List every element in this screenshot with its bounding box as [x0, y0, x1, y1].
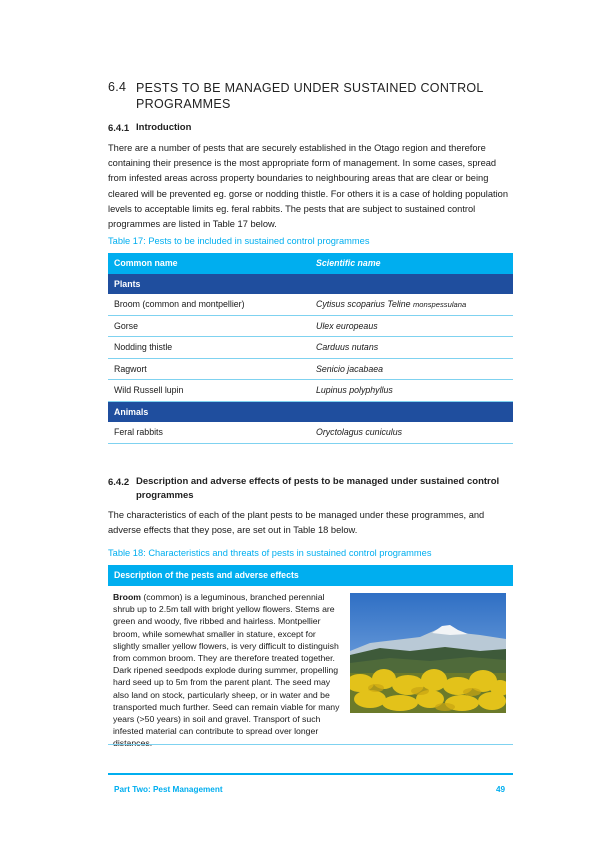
scientific-name-cell [310, 294, 513, 315]
table-row [108, 422, 513, 443]
broom-landscape-photo [350, 593, 506, 713]
intro-number: 6.4.1 [108, 123, 130, 134]
group-label: Plants [108, 274, 513, 295]
common-name-cell: Gorse [108, 315, 310, 337]
table18-bottom-rule [108, 744, 513, 745]
table-row [108, 337, 513, 359]
section-title: PESTS TO BE MANAGED UNDER SUSTAINED CONTROL PROGRAMMES [136, 81, 484, 111]
pests-table [108, 253, 513, 444]
common-name-cell: Wild Russell lupin [108, 380, 310, 402]
section-number: 6.4 [108, 80, 127, 94]
scientific-name-cell: Carduus nutans [310, 337, 513, 359]
intro-title: Introduction [136, 122, 192, 133]
table-row [108, 380, 513, 402]
table-row [108, 358, 513, 380]
footer-section-label: Part Two: Pest Management [114, 785, 223, 794]
common-name-cell: Nodding thistle [108, 337, 310, 359]
footer-rule [108, 773, 513, 775]
description-title: Description and adverse effects of pests to be managed under sustained control programmes [136, 476, 500, 501]
description-paragraph: The characteristics of each of the plant pests to be managed under these programmes, and adverse effects that they pose, are set out in Table 18 below. [108, 510, 485, 536]
page-number: 49 [496, 785, 506, 794]
group-row-animals [108, 401, 513, 422]
broom-text: (common) is a leguminous, branched perennial shrub up to 2.5m tall with bright yellow flowers. Stems are green and woody, five ribbed and hairless. Montpellier broom, while somewhat smaller in stature, except for slightly smaller yellow flowers, is very difficult to distinguish from common broom. They are therefore treated together. Dark ripened seedpods explode during summer, propelling hard seed up to 5m from the parent plant. The seed may also land on stock, particularly sheep, or in water and be transported much further. Seed can remain viable for many years (>50 years) in soil and gravel. Transport of such infested material can contribute to spread over longer [113, 592, 340, 737]
scientific-name-extra: monspessulana [412, 300, 467, 310]
table-row [108, 294, 513, 315]
table18-caption: Table 18: Characteristics and threats of pests in sustained control programmes [108, 548, 432, 558]
column-header-common: Common name [108, 253, 310, 274]
table18-header: Description of the pests and adverse effects [108, 565, 513, 586]
group-row-plants [108, 274, 513, 295]
scientific-name-cell: Ulex europeaus [310, 315, 513, 337]
scientific-name-cell: Lupinus polyphyllus [310, 380, 513, 402]
common-name-cell: Feral rabbits [108, 422, 310, 443]
column-header-scientific: Scientific name [310, 253, 513, 274]
scientific-name: Cytisus scoparius Teline [316, 299, 411, 310]
broom-name: Broom [113, 592, 141, 602]
common-name-cell: Ragwort [108, 358, 310, 380]
description-number: 6.4.2 [108, 477, 130, 488]
scientific-name-cell: Senicio jacabaea [310, 358, 513, 380]
broom-description [113, 591, 341, 750]
table-row [108, 315, 513, 337]
scientific-name-cell: Oryctolagus cuniculus [310, 422, 513, 443]
table-header-row [108, 253, 513, 274]
intro-paragraph: There are a number of pests that are securely established in the Otago region and therefore containing their presence is the most appropriate form of management. In some cases, spread from infested areas across property boundaries to neighbouring areas that are clear or being cleared will be prevented eg. gorse or nodding thistle. For others it is a case of holding population levels to acceptable limits eg. feral rabbits. The pests that are subject to sustained control programmes are listed in Table 17 below. [108, 143, 509, 230]
common-name-cell: Broom (common and montpellier) [108, 294, 310, 315]
group-label: Animals [108, 401, 513, 422]
table17-caption: Table 17: Pests to be included in sustained control programmes [108, 236, 370, 246]
